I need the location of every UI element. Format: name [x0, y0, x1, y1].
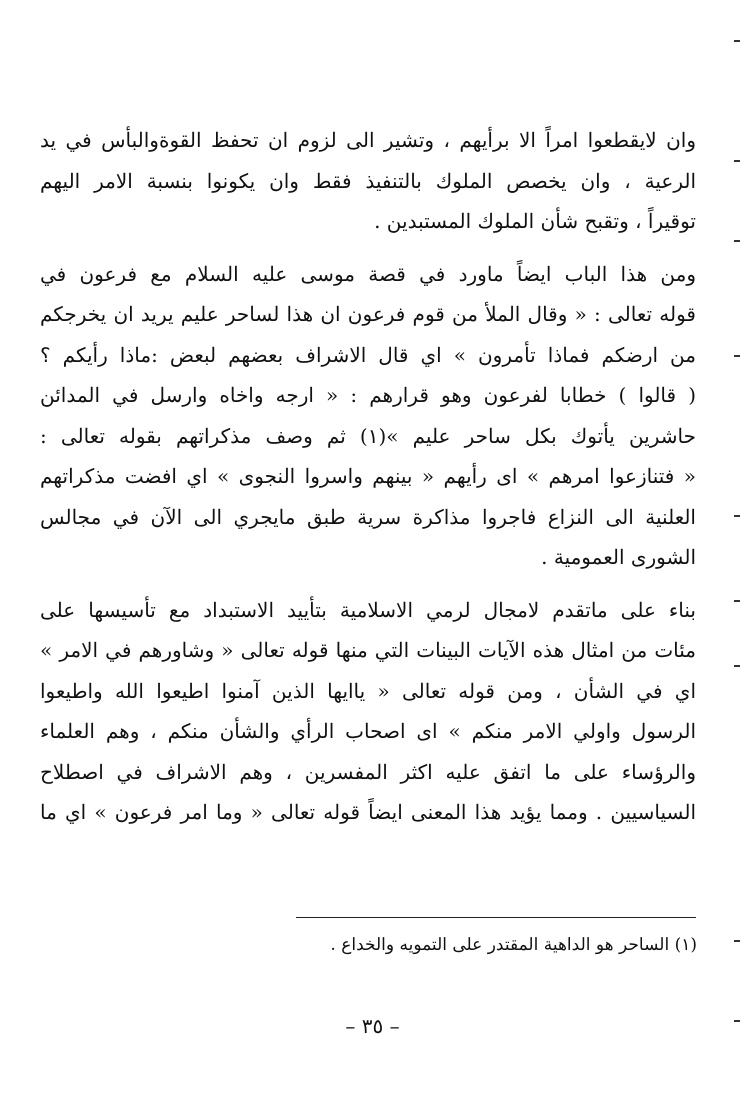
text-line: اي في الشأن ، ومن قوله تعالى « ياايها الذين آمنوا اطيعوا الله واطيعوا — [40, 678, 696, 703]
margin-mark — [734, 600, 740, 602]
text-line: الشورى العمومية . — [541, 545, 696, 569]
page-body — [40, 120, 696, 845]
margin-mark — [734, 940, 740, 942]
text-line: قوله تعالى : « وقال الملأ من قوم فرعون ان هذا لساحر عليم يريد ان يخرجكم — [40, 302, 696, 326]
text-line: ( قالوا ) خطابا لفرعون وهو قرارهم : « ارجه واخاه وارسل في المدائن — [40, 383, 696, 407]
paragraph-3 — [40, 590, 696, 833]
margin-mark — [734, 160, 740, 162]
text-line: من ارضكم فماذا تأمرون » اي قال الاشراف بعضهم لبعض :ماذا رأيكم ؟ — [40, 342, 696, 367]
text-line: توقيراً ، وتقبح شأن الملوك المستبدين . — [374, 209, 696, 233]
text-line: مئات من امثال هذه الآيات البينات التي منها قوله تعالى « وشاورهم في الامر » — [40, 638, 696, 662]
text-line: الرعية ، وان يخصص الملوك بالتنفيذ فقط وان يكونوا بنسبة الامر اليهم — [40, 168, 696, 193]
margin-mark — [734, 240, 740, 242]
text-line: العلنية الى النزاع فاجروا مذاكرة سرية طبق مايجري الى الآن في مجالس — [40, 504, 696, 529]
page-number: – ٣٥ – — [345, 1014, 400, 1038]
text-line: « فتنازعوا امرهم » اى رأيهم « بينهم واسروا النجوى » اي افضت مذكراتهم — [40, 464, 696, 488]
text-line: السياسيين . ومما يؤيد هذا المعنى ايضاً قوله تعالى « وما امر فرعون » اي ما — [40, 800, 696, 824]
text-line: ومن هذا الباب ايضاً ماورد في قصة موسى عليه السلام مع فرعون في — [40, 261, 696, 286]
margin-mark — [734, 1020, 740, 1022]
text-line: حاشرين يأتوك بكل ساحر عليم »(١) ثم وصف مذكراتهم بقوله تعالى : — [40, 423, 696, 448]
text-line: الرسول واولي الامر منكم » اى اصحاب الرأي والشأن منكم ، وهم العلماء — [40, 719, 696, 743]
footnote-marker: (١) — [674, 935, 697, 955]
margin-mark — [734, 515, 740, 517]
margin-mark — [734, 665, 740, 667]
margin-mark — [734, 355, 740, 357]
margin-mark — [734, 40, 740, 42]
paragraph-1 — [40, 120, 696, 242]
text-line: والرؤساء على ما اتفق عليه اكثر المفسرين ، وهم الاشراف في اصطلاح — [40, 759, 696, 784]
footnote-divider — [296, 917, 696, 918]
text-line: وان لايقطعوا امراً الا برأيهم ، وتشير الى لزوم ان تحفظ القوةوالبأس في يد — [40, 128, 696, 152]
paragraph-2 — [40, 254, 696, 578]
text-line: بناء على ماتقدم لامجال لرمي الاسلامية بتأييد الاستبداد مع تأسيسها على — [40, 597, 696, 622]
footnote — [237, 930, 697, 960]
footnote-text: الساحر هو الداهية المقتدر على التمويه والخداع . — [330, 935, 670, 955]
